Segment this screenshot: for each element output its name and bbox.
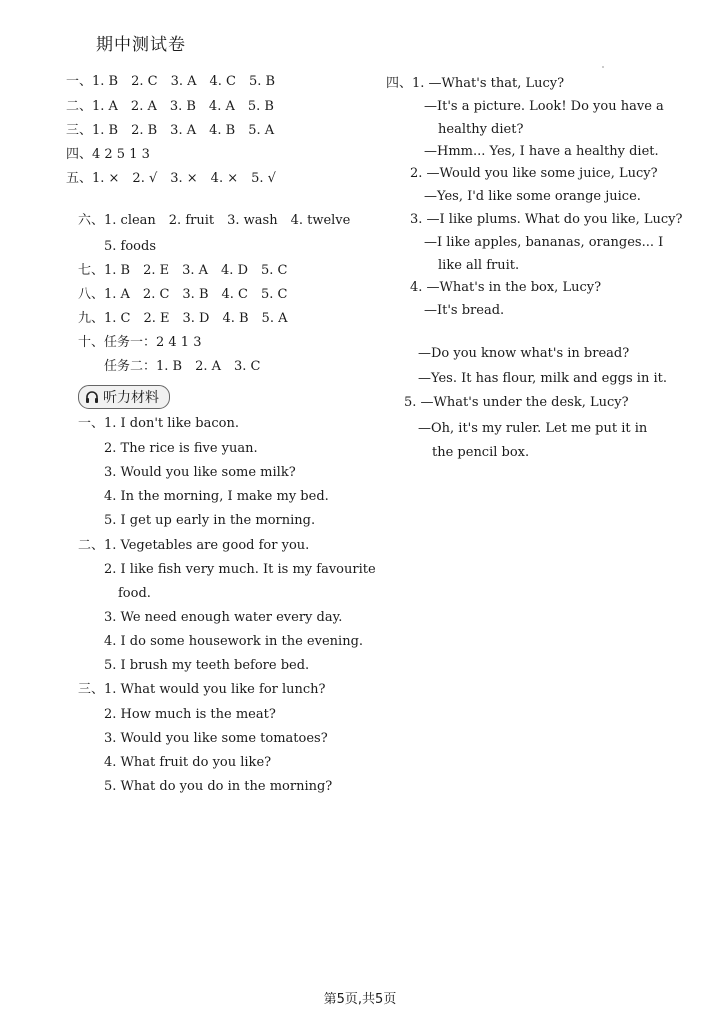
dialogue-line: 2. —Would you like some juice, Lucy? <box>410 166 658 181</box>
dialogue-line: 3. —I like plums. What do you like, Lucy? <box>410 212 683 227</box>
dialogue-line: like all fruit. <box>438 258 520 273</box>
listening-line: 2. How much is the meat? <box>104 707 276 722</box>
dialogue-line: —It's a picture. Look! Do you have a <box>424 99 664 114</box>
listening-line: 一、1. I don't like bacon. <box>78 416 239 431</box>
listening-line: 三、1. What would you like for lunch? <box>78 682 326 697</box>
answer-line: 任务二：1. B 2. A 3. C <box>104 359 261 374</box>
listening-line: 5. What do you do in the morning? <box>104 779 333 794</box>
answer-line: 六、1. clean 2. fruit 3. wash 4. twelve <box>78 213 351 228</box>
listening-line: 4. What fruit do you like? <box>104 755 272 770</box>
dialogue-line: the pencil box. <box>432 445 530 460</box>
dialogue-line: —Oh, it's my ruler. Let me put it in <box>418 421 648 436</box>
answer-line: 一、1. B 2. C 3. A 4. C 5. B <box>66 74 276 89</box>
answer-line: 八、1. A 2. C 3. B 4. C 5. C <box>78 287 288 302</box>
listening-header-label: 听力材料 <box>103 390 159 406</box>
answer-line: 5. foods <box>104 239 156 254</box>
answer-line: 十、任务一：2 4 1 3 <box>78 335 202 350</box>
answer-line: 二、1. A 2. A 3. B 4. A 5. B <box>66 99 274 114</box>
dialogue-line: —Yes. It has flour, milk and eggs in it. <box>418 371 667 386</box>
dialogue-line: 4. —What's in the box, Lucy? <box>410 280 602 295</box>
listening-line: 3. We need enough water every day. <box>104 610 343 625</box>
listening-line: 3. Would you like some tomatoes? <box>104 731 328 746</box>
listening-line: 二、1. Vegetables are good for you. <box>78 538 310 553</box>
headphones-icon <box>85 390 99 404</box>
dialogue-line: —I like apples, bananas, oranges... I <box>424 235 664 250</box>
listening-line: 2. The rice is five yuan. <box>104 441 258 456</box>
answer-line: 三、1. B 2. B 3. A 4. B 5. A <box>66 123 275 138</box>
dialogue-line: —Hmm... Yes, I have a healthy diet. <box>424 144 659 159</box>
listening-line: 5. I get up early in the morning. <box>104 513 316 528</box>
dialogue-line: 四、1. —What's that, Lucy? <box>386 76 565 91</box>
answer-line: 九、1. C 2. E 3. D 4. B 5. A <box>78 311 288 326</box>
listening-line: 4. In the morning, I make my bed. <box>104 489 329 504</box>
listening-line: 2. I like fish very much. It is my favourite <box>104 562 376 577</box>
listening-header <box>78 385 170 409</box>
listening-line: 4. I do some housework in the evening. <box>104 634 364 649</box>
speck <box>602 66 604 68</box>
page-footer: 第5页,共5页 <box>323 992 397 1007</box>
dialogue-line: —Do you know what's in bread? <box>418 346 630 361</box>
answer-line: 七、1. B 2. E 3. A 4. D 5. C <box>78 263 288 278</box>
answer-line: 四、4 2 5 1 3 <box>66 147 150 162</box>
dialogue-line: 5. —What's under the desk, Lucy? <box>404 395 629 410</box>
dialogue-line: —Yes, I'd like some orange juice. <box>424 189 641 204</box>
page-title: 期中测试卷 <box>96 35 186 55</box>
listening-line: food. <box>118 586 151 601</box>
listening-line: 5. I brush my teeth before bed. <box>104 658 310 673</box>
listening-line: 3. Would you like some milk? <box>104 465 296 480</box>
dialogue-line: —It's bread. <box>424 303 505 318</box>
answer-line: 五、1. × 2. √ 3. × 4. × 5. √ <box>66 171 276 186</box>
dialogue-line: healthy diet? <box>438 122 524 137</box>
